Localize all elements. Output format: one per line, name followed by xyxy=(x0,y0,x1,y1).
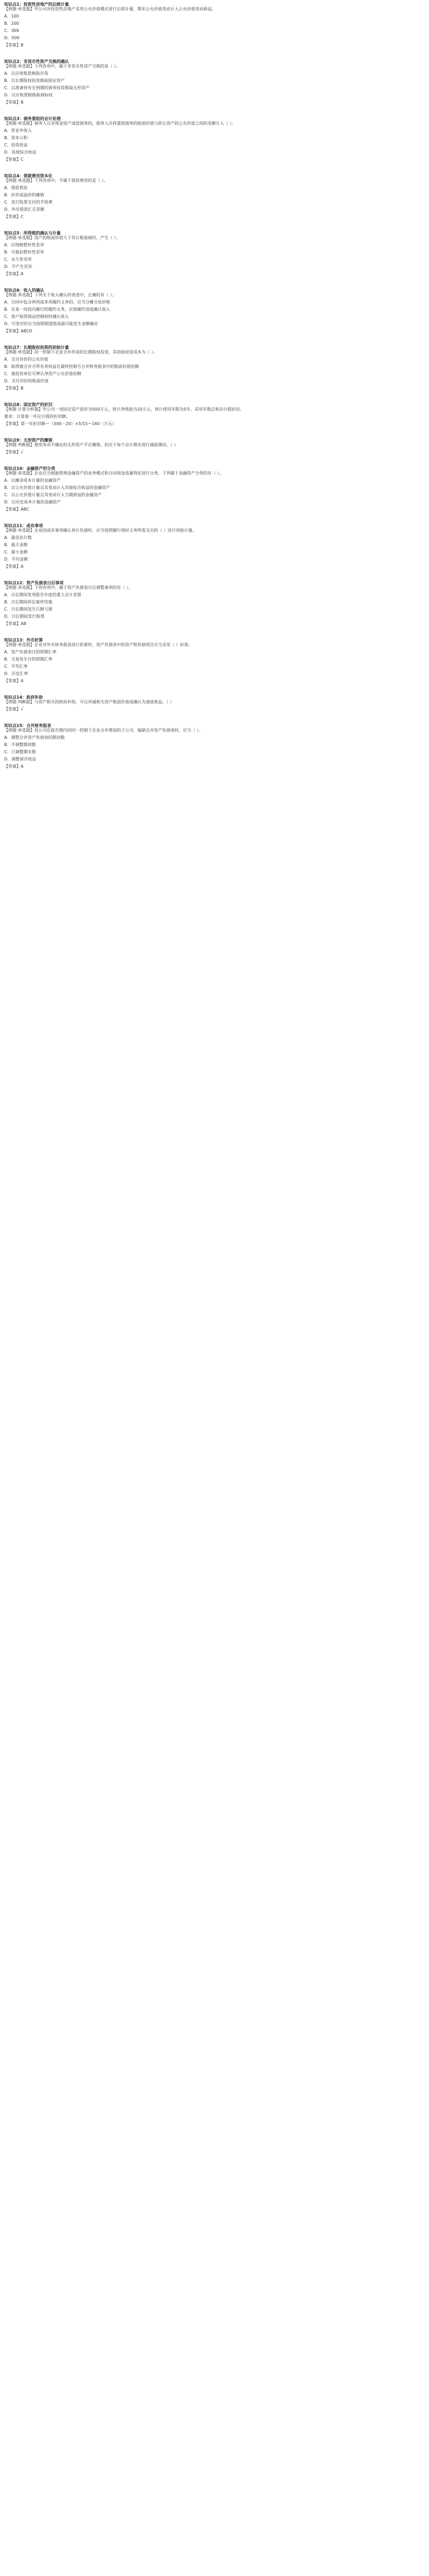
topic-heading: 知识点5：所得税的确认与计量 xyxy=(4,231,61,235)
topic-heading: 知识点3：债务重组的会计处理 xyxy=(4,116,61,121)
topic-heading: 知识点7：长期股权投资的初始计量 xyxy=(4,345,69,350)
text-line: 【答案】AB xyxy=(4,621,26,626)
text-line: 【答案】C xyxy=(4,157,24,162)
text-line: A．日后期间发现报告年度的重大会计差错 xyxy=(4,592,81,597)
text-line: D．以历史成本计量的金融资产 xyxy=(4,500,61,504)
topic-heading: 知识点10：金融资产的分类 xyxy=(4,466,56,471)
text-line: 【答案】√ xyxy=(4,450,24,454)
topic-heading: 知识点15：合并财务报表 xyxy=(4,723,52,728)
text-line: B．交易发生日的即期汇率 xyxy=(4,657,53,662)
topic-block xyxy=(4,2,425,50)
text-line: 【答案】B xyxy=(4,100,24,105)
topic-heading: 知识点12：资产负债表日后事项 xyxy=(4,581,64,585)
text-line: 【答案】A xyxy=(4,564,24,569)
topic-block xyxy=(4,723,425,771)
text-line: B．不调整期初数 xyxy=(4,742,36,747)
text-line: 【答案】A xyxy=(4,679,24,683)
text-line: B．以公允价值计量且其变动计入其他综合收益的金融资产 xyxy=(4,485,110,490)
topic-block xyxy=(4,581,425,629)
topic-block xyxy=(4,695,425,714)
text-line: B．以长期股权投资换取固定资产 xyxy=(4,78,65,83)
text-line: 【答案】C xyxy=(4,214,24,219)
topic-block xyxy=(4,523,425,571)
text-line: 【答案】第一年折旧额＝（500－20）×5/15＝160（万元） xyxy=(4,421,117,426)
text-line: D．历史汇率 xyxy=(4,671,28,676)
topic-block xyxy=(4,174,425,222)
text-line: B．资本公积 xyxy=(4,135,28,140)
text-line: C．以公允价值计量且其变动计入当期损益的金融资产 xyxy=(4,493,102,497)
text-line: A．借款利息 xyxy=(4,185,28,190)
text-line: D．不产生差异 xyxy=(4,264,32,269)
text-line: 【例题·多选题】下列关于收入确认的表述中，正确的有（ ）。 xyxy=(4,293,117,297)
text-line: D．支付对价的账面价值 xyxy=(4,379,49,383)
text-line: 【答案】A xyxy=(4,272,24,276)
topic-heading: 知识点8：固定资产的折旧 xyxy=(4,402,53,407)
text-line: C．平均汇率 xyxy=(4,664,28,669)
text-line: 【例题·单选题】企业对外币财务报表进行折算时，资产负债表中的资产和负债项目应当采用（ ）折算。 xyxy=(4,642,193,647)
text-line: A．资产负债表日的即期汇率 xyxy=(4,650,57,654)
topic-heading: 知识点13：外币折算 xyxy=(4,638,43,642)
text-line: C．客户取得商品控制权时确认收入 xyxy=(4,314,69,319)
text-line: 【例题·单选题】资产的账面价值大于其计税基础时，产生（ ）。 xyxy=(4,235,121,240)
text-line: C．最小金额 xyxy=(4,550,28,554)
text-line: 【例题·判断题】与资产相关的政府补助，可以冲减相关资产账面价值或确认为递延收益。（ ） xyxy=(4,700,174,704)
text-line: B．取得被合并方所有者权益在最终控制方合并财务报表中的账面价值份额 xyxy=(4,364,139,369)
text-line: D．500 xyxy=(4,36,20,40)
text-line: B．可抵扣暂时性差异 xyxy=(4,250,44,255)
text-line: 【答案】ABC xyxy=(4,507,29,512)
text-line: A．合同中包含两项或多项履约义务的，应当分摊交易价格 xyxy=(4,300,110,304)
text-line: 【例题·单选题】下列各项中，不属于借款费用的是（ ）。 xyxy=(4,178,108,183)
topic-block xyxy=(4,288,425,336)
text-line: C．日后期间发生巨额亏损 xyxy=(4,607,53,612)
text-line: A．支付对价的公允价值 xyxy=(4,357,48,362)
text-line: B．折价或溢价的摊销 xyxy=(4,193,44,197)
text-line: B．最大金额 xyxy=(4,543,28,547)
text-line: D．其他综合收益 xyxy=(4,150,37,155)
text-line: 【答案】B xyxy=(4,43,24,47)
topic-heading: 知识点14：政府补助 xyxy=(4,695,43,700)
topic-block xyxy=(4,231,425,279)
text-line: D．日后期间发行股票 xyxy=(4,614,45,619)
text-line: 【答案】B xyxy=(4,386,24,391)
text-line: A．以应收账款换取存货 xyxy=(4,71,48,76)
topic-heading: 知识点6：收入的确认 xyxy=(4,288,44,293)
text-line: 【例题·多选题】企业应当根据管理金融资产的业务模式和合同现金流量特征进行分类，下列属于金融资产分类的有（ ）。 xyxy=(4,471,224,476)
topic-block xyxy=(4,438,425,457)
text-line: 【例题·计算分析题】甲公司一项固定资产原价为500万元，预计净残值为20万元，预计使用年限为5年，采用年数总和法计提折旧。 xyxy=(4,407,244,412)
text-line: C．发行股票支付的手续费 xyxy=(4,200,53,205)
topic-heading: 知识点4：借款费用资本化 xyxy=(4,174,53,178)
text-line: 【例题·单选题】同一控制下企业合并形成的长期股权投资，其初始投资成本为（ ）。 xyxy=(4,350,158,354)
text-line: 【答案】ABCD xyxy=(4,329,32,333)
topic-heading: 知识点9：无形资产的摊销 xyxy=(4,438,53,443)
text-line: D．外币借款汇兑差额 xyxy=(4,207,45,212)
text-line: D．可变对价应当按照期望值或最可能发生金额确定 xyxy=(4,321,98,326)
text-line: C．以准备持有至到期的债券投资换取无形资产 xyxy=(4,86,90,90)
text-line: 【答案】A xyxy=(4,764,24,769)
text-line: B．200 xyxy=(4,21,19,26)
text-line: C．只调整期末数 xyxy=(4,750,36,754)
text-line: A．最佳估计数 xyxy=(4,535,32,540)
text-line: B．日后期间诉讼案件结案 xyxy=(4,600,53,604)
text-line: 【例题·单选题】母公司在报告期内因同一控制下企业合并增加的子公司，编制合并资产负债表时，应当（ ）。 xyxy=(4,728,203,733)
text-line: D．平均金额 xyxy=(4,557,28,562)
text-line: A．以摊余成本计量的金融资产 xyxy=(4,478,61,483)
topics-list xyxy=(4,2,425,771)
topic-block xyxy=(4,59,425,107)
topic-block xyxy=(4,345,425,393)
text-line: A．100 xyxy=(4,14,19,19)
topic-block xyxy=(4,402,425,429)
text-line: A．调整合并资产负债表的期初数 xyxy=(4,735,65,740)
topic-heading: 知识点1：投资性房地产的后续计量 xyxy=(4,2,69,7)
text-line: C．被投资单位可辨认净资产公允价值份额 xyxy=(4,371,81,376)
topic-block xyxy=(4,466,425,514)
text-line: A．营业外收入 xyxy=(4,128,32,133)
text-line: B．在某一时段内履行的履约义务，应按履约进度确认收入 xyxy=(4,307,110,312)
text-line: D．以应收票据换取商标权 xyxy=(4,93,53,97)
text-line: 【例题·多选题】下列各项中，属于资产负债表日后调整事项的有（ ）。 xyxy=(4,585,133,590)
text-line: 【例题·判断题】使用寿命不确定的无形资产不应摊销，但应于每个会计期末进行减值测试。（ ） xyxy=(4,443,178,447)
topic-block xyxy=(4,116,425,164)
text-line: D．调整留存收益 xyxy=(4,757,37,761)
text-line: C．投资收益 xyxy=(4,143,28,147)
text-line: 【例题·单选题】企业因或有事项确认预计负债时，应当按照履行现时义务所需支出的（ ）进行初始计量。 xyxy=(4,528,197,533)
text-line: 【例题·单选题】下列各项中，属于非货币性资产交换的是（ ）。 xyxy=(4,64,121,69)
text-line: C．永久性差异 xyxy=(4,257,32,262)
topic-block xyxy=(4,638,425,686)
topic-heading: 知识点11：或有事项 xyxy=(4,523,43,528)
text-line: 【例题·单选题】甲公司对投资性房地产采用公允价值模式进行后续计量，期末公允价值变动计入公允价值变动损益。 xyxy=(4,7,216,11)
text-line: C．300 xyxy=(4,28,19,33)
text-line: 【例题·单选题】债务人以非现金资产清偿债务的，债务人应将重组债务的账面价值与转让资产的公允价值之间的差额计入（ ）。 xyxy=(4,121,236,126)
topic-heading: 知识点2：非货币性资产交换的确认 xyxy=(4,59,69,64)
text-line: 要求：计算第一年应计提的折旧额。 xyxy=(4,414,70,419)
text-line: A．应纳税暂时性差异 xyxy=(4,243,44,247)
text-line: 【答案】√ xyxy=(4,707,24,711)
